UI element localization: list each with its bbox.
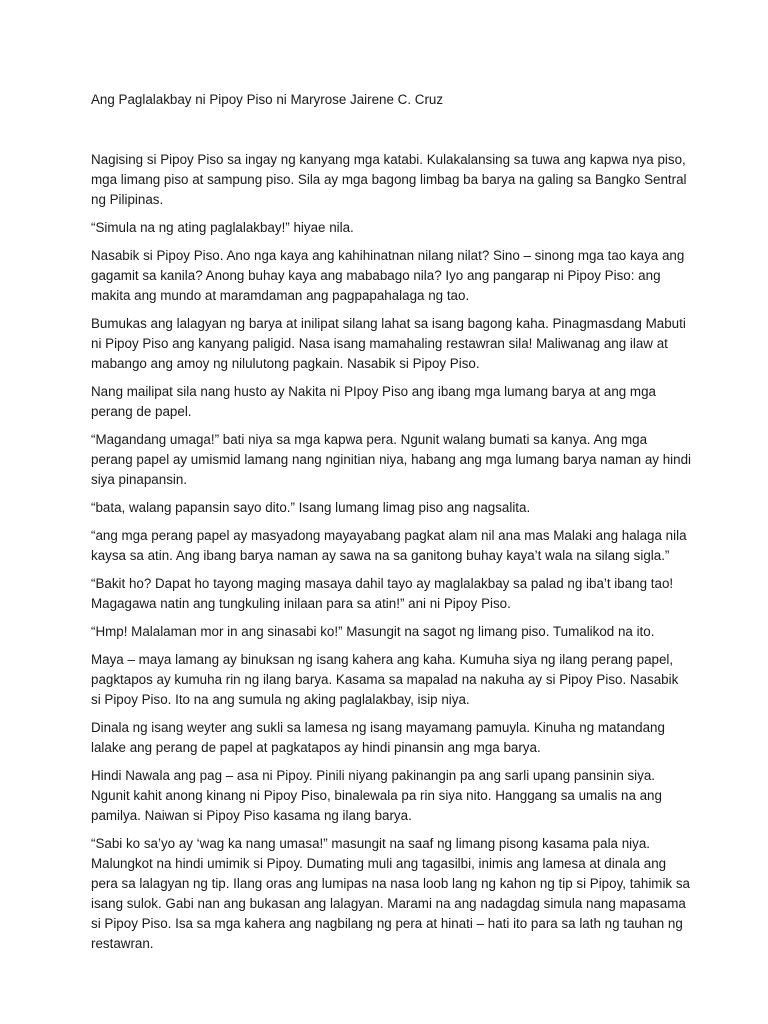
- paragraph-4: Bumukas ang lalagyan ng barya at inilipat silang lahat sa isang bagong kaha. Pinagmasdang Mabuti ni Pipoy Piso ang kanyang paligid. Nasa isang mamahaling restawran sila! Maliwanag ang ilaw at mabango ang amoy ng nilulutong pagkain. Nasabik si Pipoy Piso.: [91, 316, 686, 371]
- paragraph-13: Hindi Nawala ang pag – asa ni Pipoy. Pinili niyang pakinangin pa ang sarli upang pansinin siya. Ngunit kahit anong kinang ni Pipoy Piso, binalewala pa rin siya nito. Hanggang sa umalis na ang pamilya. Naiwan si Pipoy Piso kasama ng ilang barya.: [91, 768, 662, 823]
- paragraph-9: “Bakit ho? Dapat ho tayong maging masaya dahil tayo ay maglalakbay sa palad ng iba’t ibang tao! Magagawa natin ang tungkuling inilaan para sa atin!” ani ni Pipoy Piso.: [91, 576, 674, 611]
- paragraph-6: “Magandang umaga!” bati niya sa mga kapwa pera. Ngunit walang bumati sa kanya. Ang mga perang papel ay umismid lamang nang nginitian niya, habang ang mga lumang barya naman ay hindi siya pinapansin.: [91, 432, 691, 487]
- paragraph-14: “Sabi ko sa’yo ay ‘wag ka nang umasa!” masungit na saaf ng limang pisong kasama pala niya. Malungkot na hindi umimik si Pipoy. Dumating muli ang tagasilbi, inimis ang lamesa at dinala ang pera sa lalagyan ng tip. Ilang oras ang lumipas na nasa loob lang ng kahon ng tip si Pipoy, tahimik sa isang sulok. Gabi nan ang bukasan ang lalagyan. Marami na ang nadagdag simula nang mapasama si Pipoy Piso. Isa sa mga kahera ang nagbilang ng pera at hinati – hati ito para sa lath ng tauhan ng restawran.: [91, 836, 690, 951]
- document-page: [91, 90, 691, 962]
- paragraph-3: Nasabik si Pipoy Piso. Ano nga kaya ang kahihinatnan nilang nilat? Sino – sinong mga tao kaya ang gagamit sa kanila? Anong buhay kaya ang mababago nila? Iyo ang pangarap ni Pipoy Piso: ang makita ang mundo at maramdaman ang pagpapahalaga ng tao.: [91, 248, 685, 303]
- paragraph-11: Maya – maya lamang ay binuksan ng isang kahera ang kaha. Kumuha siya ng ilang perang papel, pagktapos ay kumuha rin ng ilang barya. Kasama sa mapalad na nakuha ay si Pipoy Piso. Nasabik si Pipoy Piso. Ito na ang sumula ng aking paglalakbay, isip niya.: [91, 652, 679, 707]
- paragraph-2: “Simula na ng ating paglalakbay!” hiyae nila.: [91, 220, 354, 235]
- paragraph-10: “Hmp! Malalaman mor in ang sinasabi ko!” Masungit na sagot ng limang piso. Tumalikod na ito.: [91, 624, 655, 639]
- paragraph-12: Dinala ng isang weyter ang sukli sa lamesa ng isang mayamang pamuyla. Kinuha ng matandang lalake ang perang de papel at pagkatapos ay hindi pinansin ang mga barya.: [91, 720, 665, 755]
- document-title: Ang Paglalakbay ni Pipoy Piso ni Maryrose Jairene C. Cruz: [91, 92, 444, 107]
- paragraph-7: “bata, walang papansin sayo dito.” Isang lumang limag piso ang nagsalita.: [91, 500, 531, 515]
- paragraph-8: “ang mga perang papel ay masyadong mayayabang pagkat alam nil ana mas Malaki ang halaga nila kaysa sa atin. Ang ibang barya naman ay sawa na sa ganitong buhay kaya’t wala na silang sigla.”: [91, 528, 687, 563]
- paragraph-1: Nagising si Pipoy Piso sa ingay ng kanyang mga katabi. Kulakalansing sa tuwa ang kapwa nya piso, mga limang piso at sampung piso. Sila ay mga bagong limbag ba barya na galing sa Bangko Sentral ng Pilipinas.: [91, 152, 687, 207]
- paragraph-5: Nang mailipat sila nang husto ay Nakita ni PIpoy Piso ang ibang mga lumang barya at ang mga perang de papel.: [91, 384, 656, 419]
